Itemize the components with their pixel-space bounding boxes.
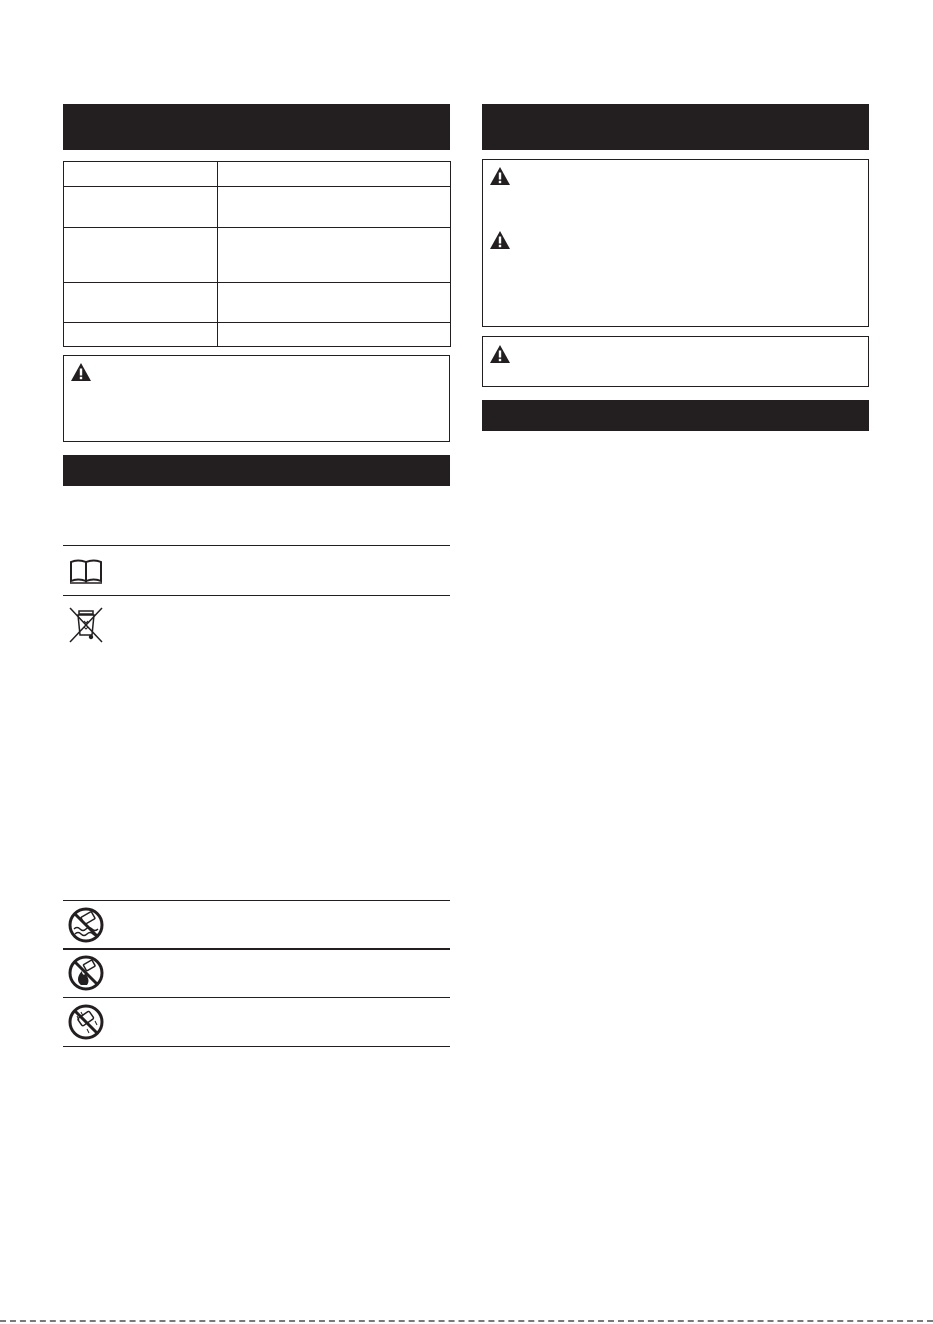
table-row xyxy=(64,228,451,283)
warning-box xyxy=(482,159,869,327)
page-trim-line xyxy=(0,1320,933,1322)
table-cell-value xyxy=(218,283,451,323)
table-cell-label xyxy=(64,323,218,347)
section-header-safety xyxy=(482,104,869,150)
table-cell-value xyxy=(218,228,451,283)
divider xyxy=(63,948,450,950)
table-row xyxy=(64,323,451,347)
table-cell-value xyxy=(218,323,451,347)
divider xyxy=(63,545,450,546)
divider xyxy=(63,595,450,596)
crossed-out-wheeled-bin-icon xyxy=(67,605,105,643)
divider xyxy=(63,997,450,998)
section-header-specifications xyxy=(63,104,450,150)
no-fire-battery-icon xyxy=(68,955,104,991)
table-cell-label xyxy=(64,162,218,187)
warning-triangle-icon xyxy=(70,362,92,382)
section-header-operation xyxy=(482,400,869,431)
divider xyxy=(63,900,450,901)
warning-box xyxy=(482,336,869,387)
table-cell-value xyxy=(218,162,451,187)
table-row xyxy=(64,162,451,187)
warning-box xyxy=(63,355,450,442)
no-water-battery-icon xyxy=(68,907,104,943)
table-cell-label xyxy=(64,283,218,323)
no-rain-battery-icon xyxy=(68,1004,104,1040)
table-cell-value xyxy=(218,187,451,228)
table-row xyxy=(64,187,451,228)
specifications-table xyxy=(63,161,451,347)
section-header-symbols xyxy=(63,455,450,486)
table-cell-label xyxy=(64,187,218,228)
read-manual-icon xyxy=(69,558,103,584)
table-cell-label xyxy=(64,228,218,283)
warning-triangle-icon xyxy=(489,344,511,364)
warning-triangle-icon xyxy=(489,230,511,250)
table-row xyxy=(64,283,451,323)
warning-triangle-icon xyxy=(489,166,511,186)
divider xyxy=(63,1046,450,1047)
